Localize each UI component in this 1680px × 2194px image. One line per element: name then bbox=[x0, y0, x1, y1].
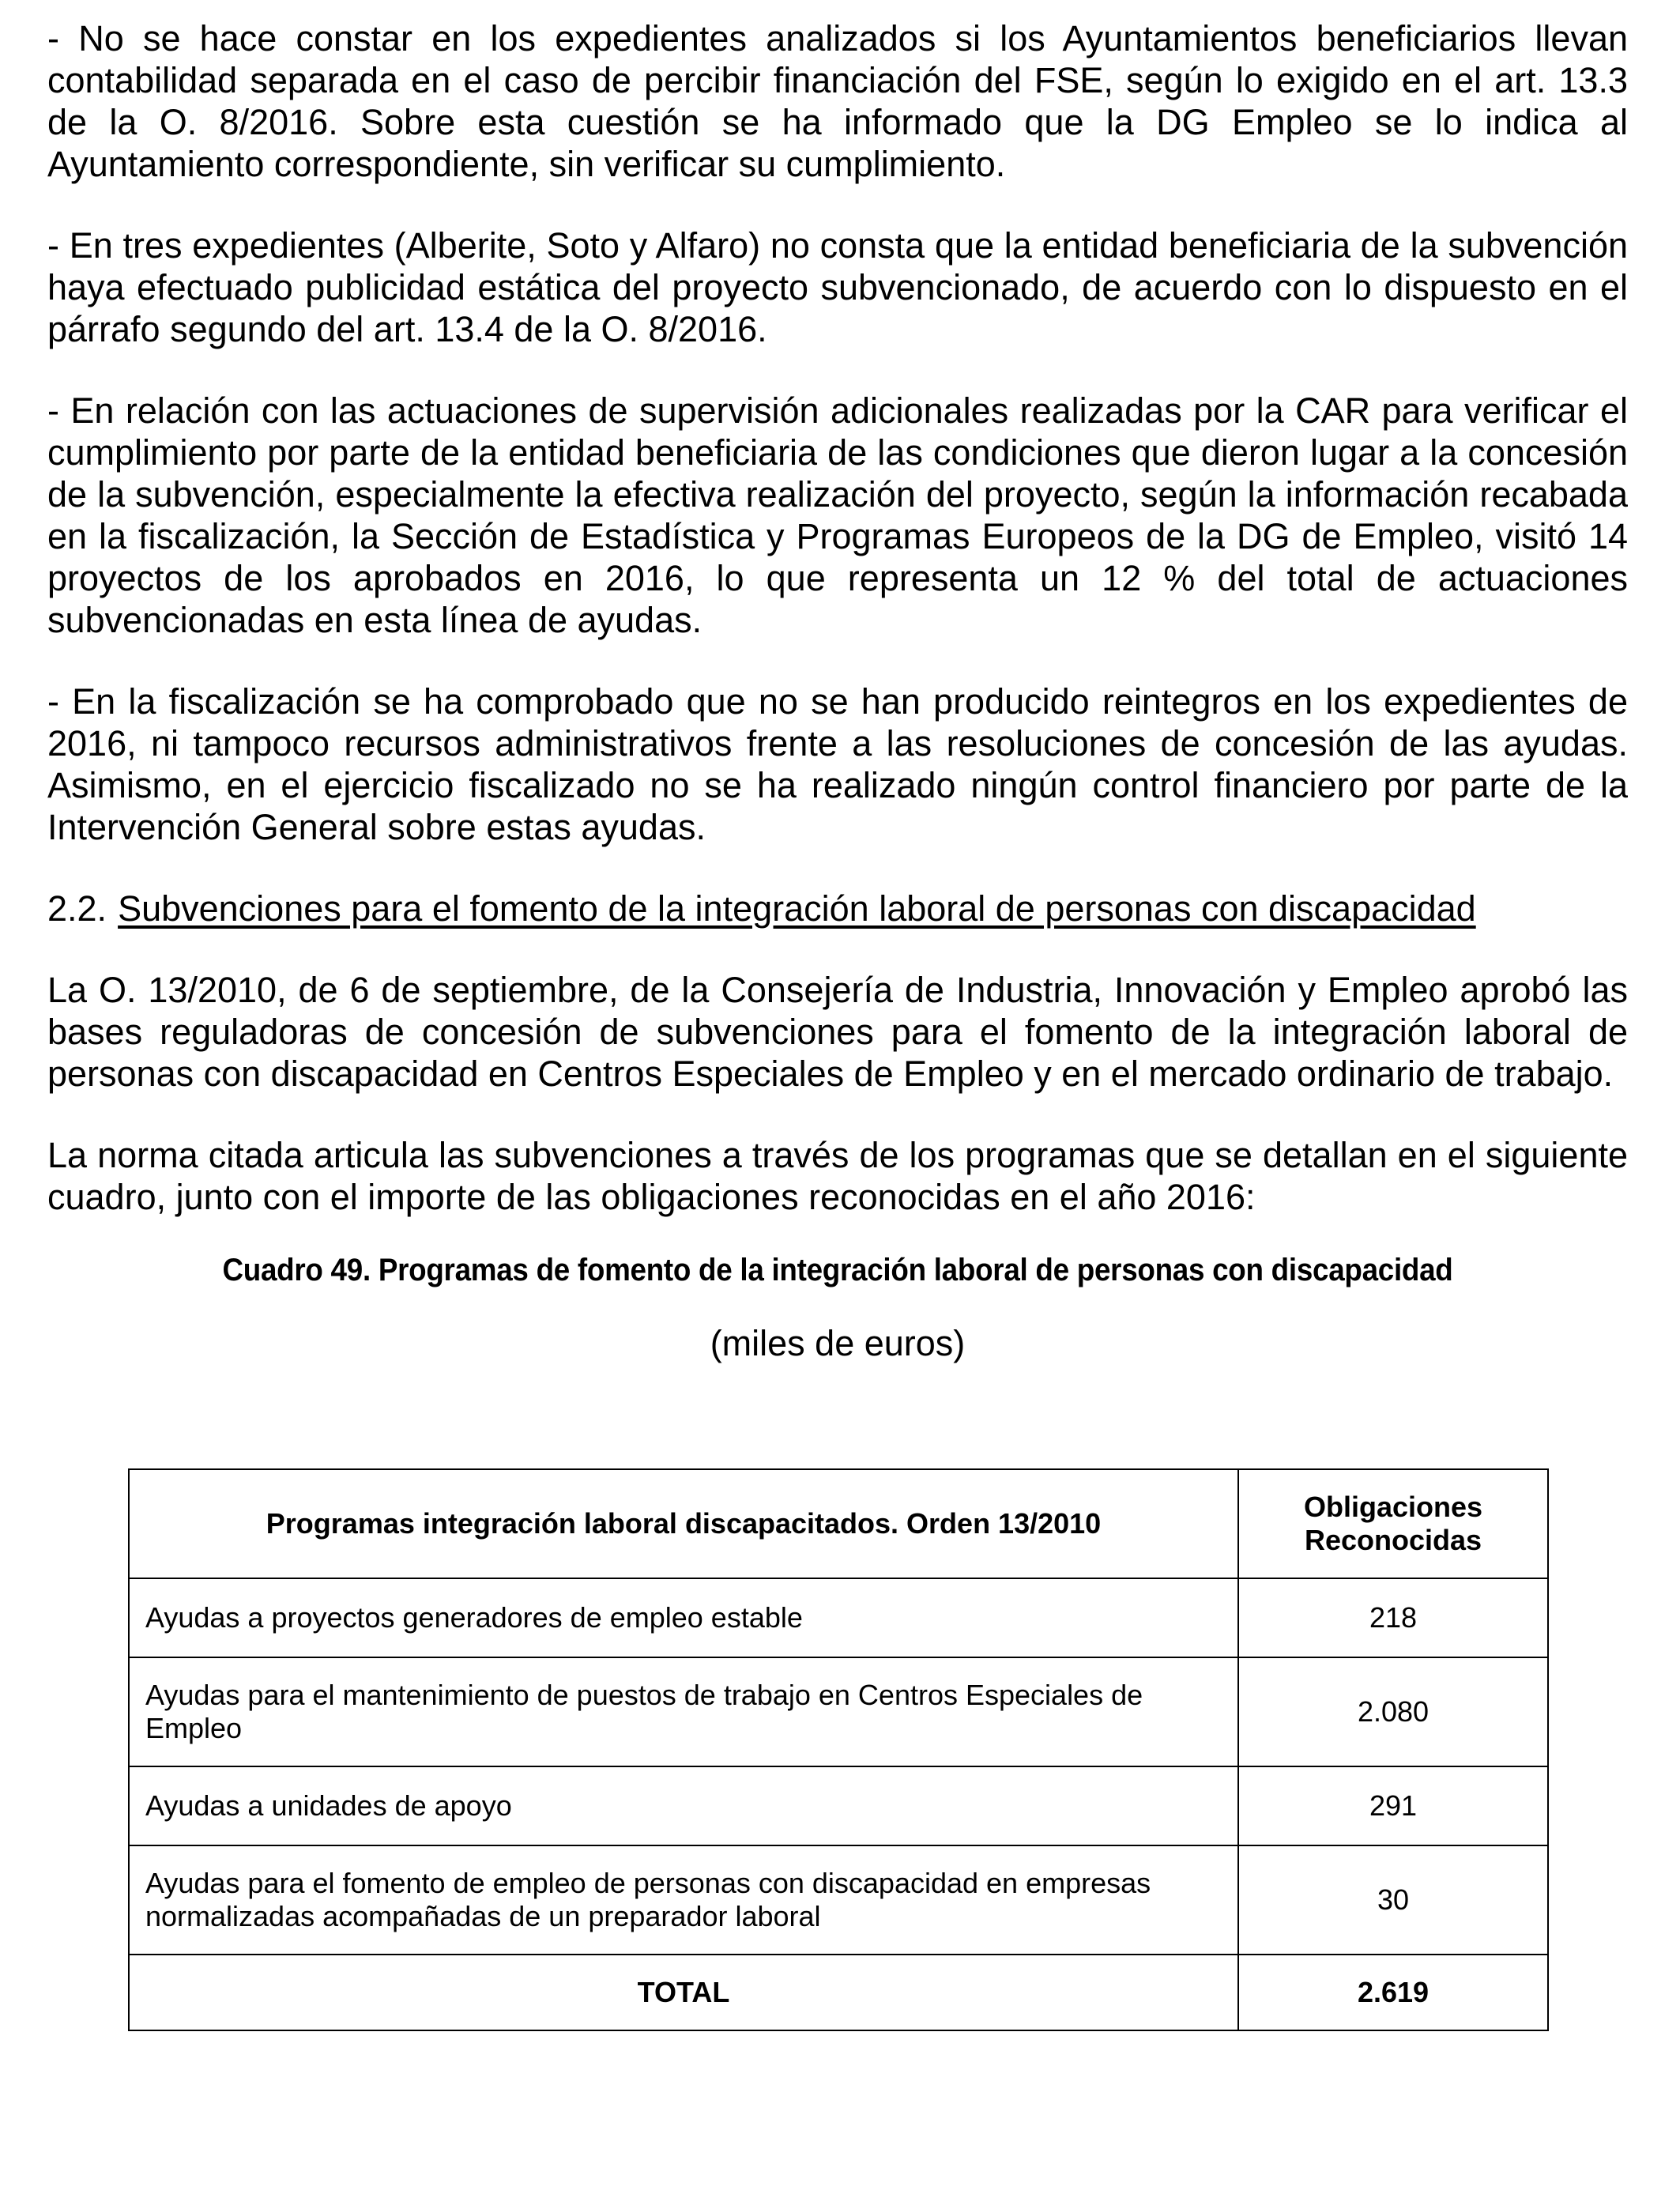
row-value: 218 bbox=[1238, 1578, 1548, 1657]
total-value: 2.619 bbox=[1238, 1955, 1548, 2030]
section-heading bbox=[47, 888, 1628, 929]
table-total-row bbox=[129, 1955, 1548, 2030]
row-program: Ayudas a unidades de apoyo bbox=[129, 1766, 1238, 1845]
header-obligaciones-line1: Obligaciones bbox=[1303, 1491, 1483, 1523]
row-program: Ayudas para el mantenimiento de puestos de trabajo en Centros Especiales de Empleo bbox=[129, 1657, 1238, 1766]
section-title: Subvenciones para el fomento de la integración laboral de personas con discapacidad bbox=[118, 888, 1476, 929]
header-obligaciones-line2: Reconocidas bbox=[1304, 1524, 1482, 1556]
row-program: Ayudas a proyectos generadores de empleo estable bbox=[129, 1578, 1238, 1657]
table-row bbox=[129, 1657, 1548, 1766]
paragraph-publicidad: - En tres expedientes (Alberite, Soto y Alfaro) no consta que la entidad beneficiaria de la subvención haya efectuado publicidad estática del proyecto subvencionado, de acuerdo con lo dispuesto en el párrafo segundo del art. 13.4 de la O. 8/2016. bbox=[47, 225, 1628, 349]
header-obligaciones bbox=[1238, 1469, 1548, 1578]
paragraph-norma: La norma citada articula las subvenciones a través de los programas que se detallan en el siguiente cuadro, junto con el importe de las obligaciones reconocidas en el año 2016: bbox=[47, 1135, 1628, 1217]
row-program: Ayudas para el fomento de empleo de personas con discapacidad en empresas normalizadas acompañadas de un preparador laboral bbox=[129, 1845, 1238, 1955]
section-number: 2.2. bbox=[47, 888, 107, 929]
table-units: (miles de euros) bbox=[710, 1323, 966, 1363]
table-row bbox=[129, 1766, 1548, 1845]
paragraph-reintegros: - En la fiscalización se ha comprobado que no se han producido reintegros en los expedientes de 2016, ni tampoco recursos administrativos frente a las resoluciones de concesión de las ayudas. Asimismo, en el ejercicio fiscalizado no se ha realizado ningún control financiero por parte de la Intervención General sobre estas ayudas. bbox=[47, 681, 1628, 847]
total-label: TOTAL bbox=[129, 1955, 1238, 2030]
paragraph-orden: La O. 13/2010, de 6 de septiembre, de la Consejería de Industria, Innovación y Empleo aprobó las bases reguladoras de concesión de subvenciones para el fomento de la integración laboral de personas con discapacidad en Centros Especiales de Empleo y en el mercado ordinario de trabajo. bbox=[47, 970, 1628, 1094]
row-value: 30 bbox=[1238, 1845, 1548, 1955]
row-value: 291 bbox=[1238, 1766, 1548, 1845]
paragraph-supervision: - En relación con las actuaciones de supervisión adicionales realizadas por la CAR para verificar el cumplimiento por parte de la entidad beneficiaria de las condiciones que dieron lugar a la concesión de la subvención, especialmente la efectiva realización del proyecto, según la información recabada en la fiscalización, la Sección de Estadística y Programas Europeos de la DG de Empleo, visitó 14 proyectos de los aprobados en 2016, lo que representa un 12 % del total de actuaciones subvencionadas en esta línea de ayudas. bbox=[47, 390, 1628, 640]
table-row bbox=[129, 1845, 1548, 1955]
programs-table bbox=[128, 1468, 1549, 2031]
row-value: 2.080 bbox=[1238, 1657, 1548, 1766]
header-program: Programas integración laboral discapacitados. Orden 13/2010 bbox=[129, 1469, 1238, 1578]
table-header-row bbox=[129, 1469, 1548, 1578]
table-row bbox=[129, 1578, 1548, 1657]
table-caption: Cuadro 49. Programas de fomento de la integración laboral de personas con discapacidad bbox=[222, 1253, 1453, 1287]
document-page bbox=[47, 17, 1628, 1364]
paragraph-contabilidad: - No se hace constar en los expedientes analizados si los Ayuntamientos beneficiarios llevan contabilidad separada en el caso de percibir financiación del FSE, según lo exigido en el art. 13.3 de la O. 8/2016. Sobre esta cuestión se ha informado que la DG Empleo se lo indica al Ayuntamiento correspondiente, sin verificar su cumplimiento. bbox=[47, 18, 1628, 184]
